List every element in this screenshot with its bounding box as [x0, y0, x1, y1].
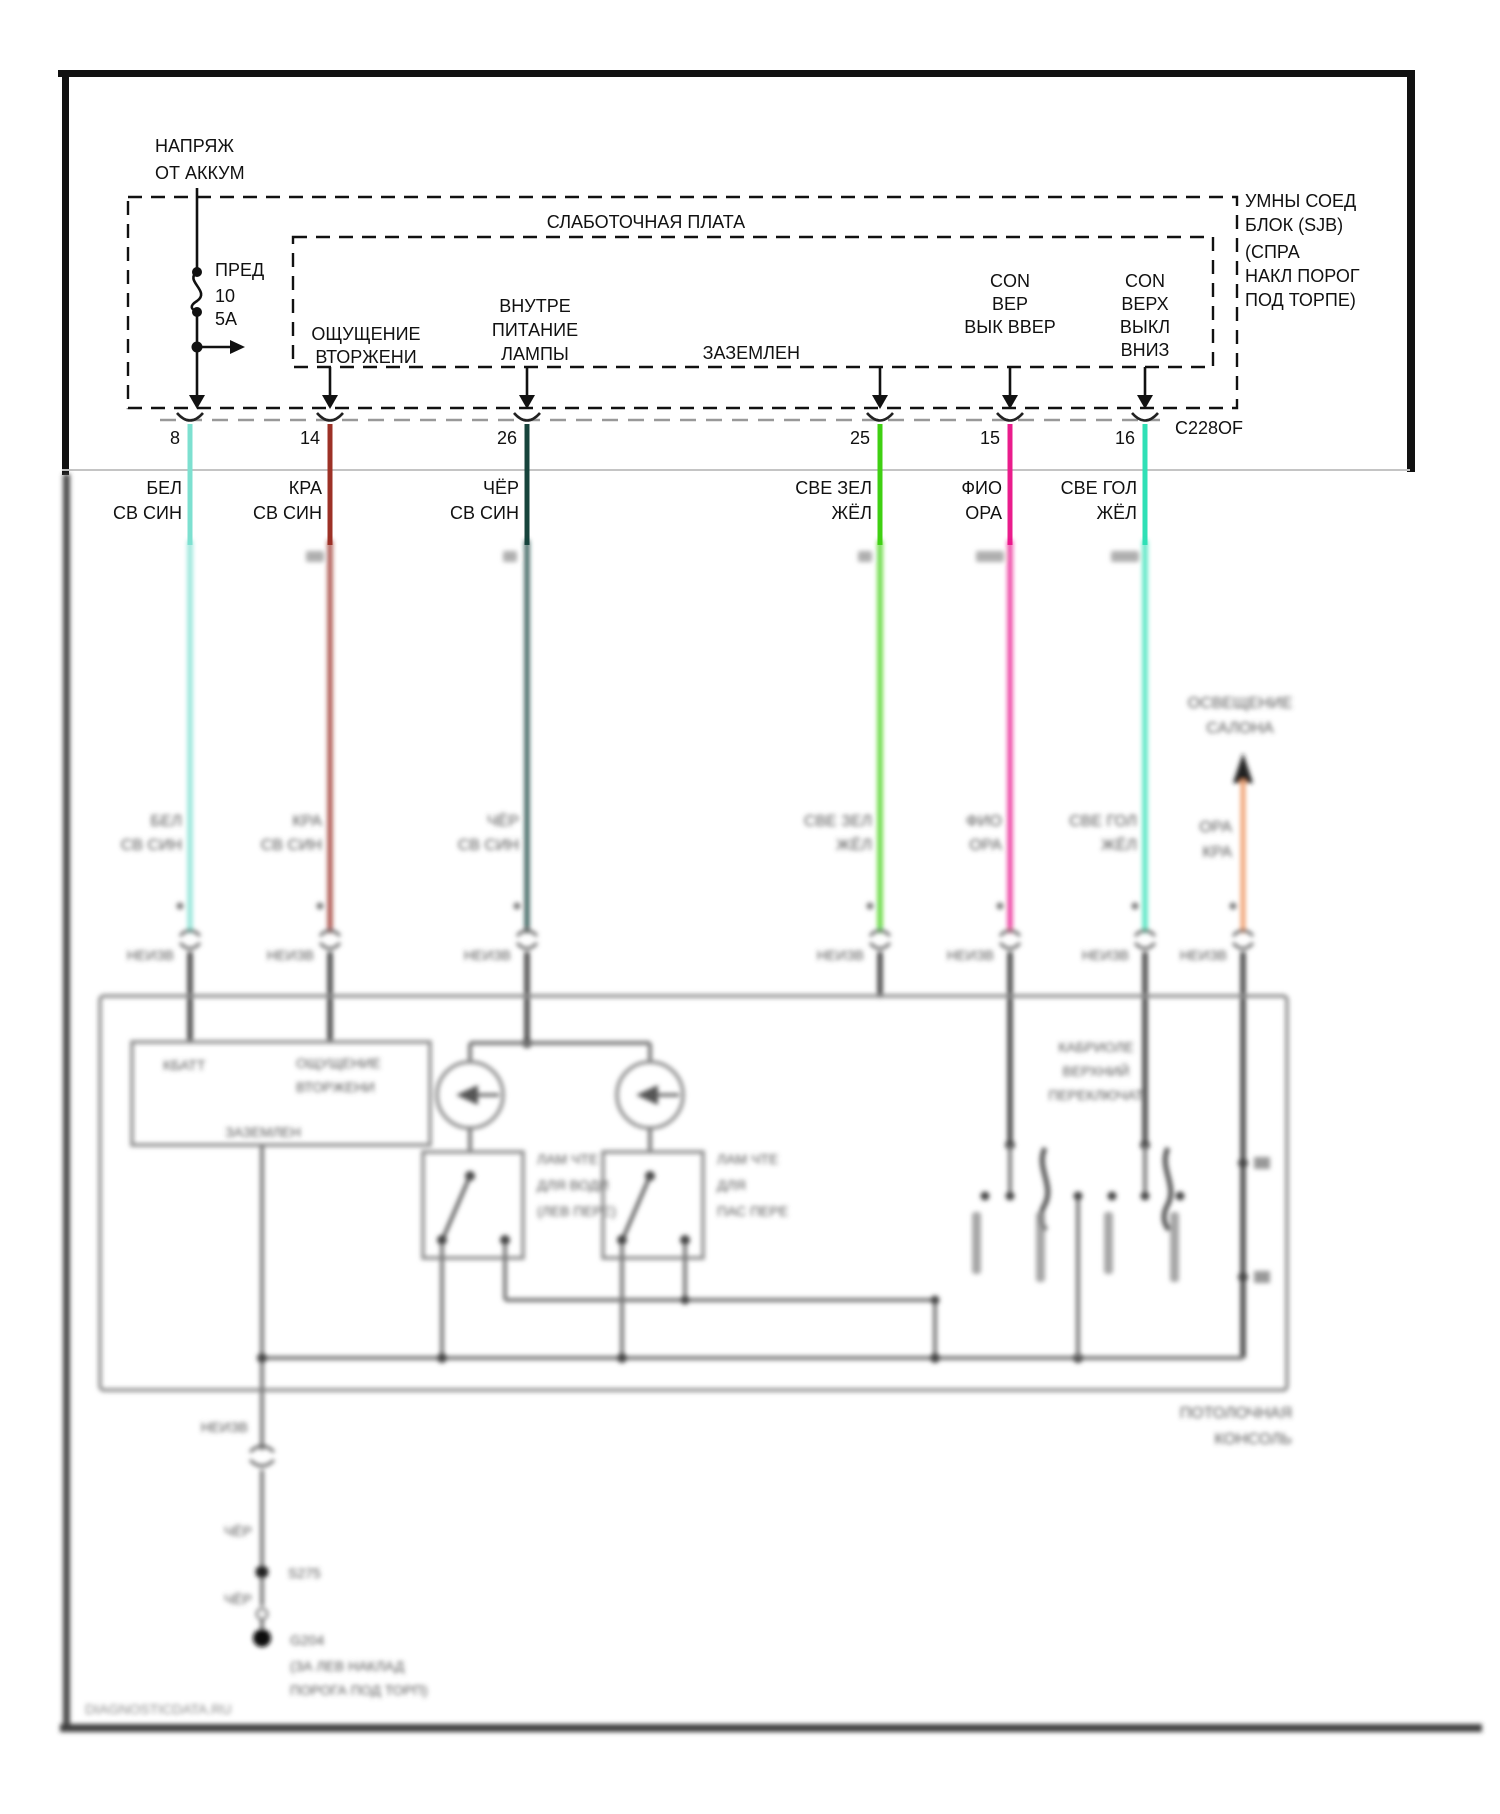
wire-color-label: ЖЁЛ: [1096, 503, 1137, 523]
wire-color-label: СВ СИН: [260, 837, 322, 854]
sjb-title: (СПРА: [1245, 242, 1300, 262]
junction-dot: [617, 1353, 627, 1363]
wire-color-label: СВ СИН: [457, 837, 519, 854]
module-ground-label: ЗАЗЕМЛЕН: [225, 1124, 301, 1140]
pin-number: 8: [169, 428, 180, 448]
wire-color-label: КРА: [292, 813, 322, 830]
output-intrusion-label: ОЩУЩЕНИЕ: [311, 324, 421, 344]
wire-color-label: ЧЁР: [486, 813, 519, 830]
dome-light-label: ОСВЕЩЕНИЕ: [1187, 695, 1293, 712]
wire-color-label: ЧЁР: [223, 1591, 252, 1607]
junction-dot: [931, 1296, 940, 1305]
pin-number: 15: [979, 428, 1000, 448]
dome-light-label: САЛОНА: [1206, 720, 1274, 737]
wire-color-label: СВ СИН: [113, 503, 182, 523]
output-top-up-label: CON: [990, 271, 1030, 291]
connector-label: НЕИЗВ: [946, 947, 994, 963]
frame-right: [1407, 70, 1415, 472]
frame-left: [62, 70, 69, 475]
splice-dot: [256, 1566, 269, 1579]
junction-dot: [681, 1296, 690, 1305]
frame-top: [58, 70, 1415, 77]
pin-tag-blob: [1254, 1271, 1270, 1283]
splice-label: S275: [288, 1565, 321, 1581]
pin-number: 14: [299, 428, 320, 448]
output-lamp-power-label: ЛАМПЫ: [501, 344, 569, 364]
wire-color-label: БЕЛ: [150, 813, 182, 830]
output-lamp-power-label: ВНУТРЕ: [499, 296, 571, 316]
wire-color-label: ЖЁЛ: [831, 503, 872, 523]
up-arrow-icon: [1233, 753, 1253, 783]
ground-location-label: (ЗА ЛЕВ НАКЛАД: [290, 1658, 405, 1674]
output-top-down-label: ВЫКЛ: [1119, 317, 1171, 337]
output-arrows: [330, 367, 1145, 396]
sjb-title: УМНЫ СОЕД: [1245, 191, 1357, 211]
wire-color-label: ФИО: [965, 813, 1002, 830]
switch-label: ПАС ПЕРЕ: [717, 1203, 789, 1219]
wire-color-label: КРА: [288, 478, 322, 498]
connector-id: C228OF: [1175, 418, 1244, 438]
connector-label: НЕИЗВ: [1081, 947, 1129, 963]
output-top-down-label: ВНИЗ: [1120, 340, 1170, 360]
switch-label: (ЛЕВ ПЕРЕ): [537, 1203, 617, 1219]
switch-icon: [603, 1152, 703, 1258]
pin-tag-blob: [1254, 1157, 1270, 1169]
pin-number: 26: [496, 428, 517, 448]
fuse-label: 5А: [215, 309, 238, 329]
junction-dot: [437, 1353, 447, 1363]
wire-color-label: СВЕ ЗЕЛ: [795, 478, 872, 498]
pin-number: 25: [849, 428, 870, 448]
wire-color-label: ФИО: [961, 478, 1002, 498]
switch-icon: [423, 1152, 523, 1258]
junction-dot: [257, 1353, 267, 1363]
junction-dot: [930, 1353, 940, 1363]
ground-id-label: G204: [290, 1632, 325, 1648]
connector-label: НЕИЗВ: [816, 947, 864, 963]
fuse-label: ПРЕД: [215, 260, 265, 280]
top-switch-label: ПЕРЕКЛЮЧАТ: [1048, 1087, 1144, 1103]
output-lamp-power-label: ПИТАНИЕ: [491, 320, 579, 340]
output-intrusion-label: ВТОРЖЕНИ: [315, 347, 417, 367]
output-ground-label: ЗАЗЕМЛЕН: [702, 343, 800, 363]
inline-connectors: [127, 903, 1253, 964]
wire-color-label: СВ СИН: [120, 837, 182, 854]
switch-blade-icon: [1164, 1148, 1171, 1230]
lamp-icon: [437, 1062, 503, 1128]
output-top-down-label: CON: [1125, 271, 1165, 291]
console-caption: ПОТОЛОЧНАЯ: [1179, 1405, 1292, 1422]
rail-wires: [262, 1245, 1243, 1358]
console-caption: КОНСОЛЬ: [1214, 1431, 1292, 1448]
frame-bottom: [60, 1724, 1482, 1732]
output-top-up-label: ВЫК ВВЕР: [964, 317, 1056, 337]
watermark-text: DIAGNOSTICDATA.RU: [85, 1701, 232, 1717]
wire-color-label: ЖЁЛ: [836, 837, 872, 854]
fuse-icon: [192, 267, 202, 317]
connector-label: НЕИЗВ: [463, 947, 511, 963]
switch-label: ДЛЯ: [717, 1177, 746, 1193]
switch-label: ДЛЯ ВОДИ: [537, 1177, 609, 1193]
connector-label: НЕИЗВ: [266, 947, 314, 963]
ground-icon: [253, 1629, 271, 1647]
module-intrusion-label: ВТОРЖЕНИ: [296, 1079, 375, 1095]
sjb-title: НАКЛ ПОРОГ: [1245, 266, 1360, 286]
wire-color-label: СВЕ ЗЕЛ: [803, 813, 872, 830]
top-switch-label: ВЕРХНИЙ: [1062, 1063, 1130, 1079]
switch-label: ЛАМ ЧТЕ: [537, 1151, 599, 1167]
wire-color-label: ЧЁР: [482, 478, 519, 498]
connector-label: НЕИЗВ: [1179, 947, 1227, 963]
pin-number: 16: [1114, 428, 1135, 448]
module-intrusion-label: ОЩУЩЕНИЕ: [296, 1055, 381, 1071]
battery-feed-label: ОТ АККУМ: [155, 163, 245, 183]
battery-feed-label: НАПРЯЖ: [155, 136, 234, 156]
wire-color-label: СВ СИН: [450, 503, 519, 523]
output-top-down-label: ВЕРХ: [1121, 294, 1169, 314]
wire-color-label: КРА: [1202, 844, 1232, 861]
ground-location-label: ПОРОГА ПОД ТОРП): [290, 1682, 428, 1698]
wire-color-label: СВЕ ГОЛ: [1060, 478, 1137, 498]
wire-color-label: ЖЁЛ: [1101, 837, 1137, 854]
sjb-title: ПОД ТОРПЕ): [1245, 290, 1356, 310]
wire-color-label: ЧЁР: [223, 1523, 252, 1539]
wire-color-label: ОРА: [969, 837, 1002, 854]
connector-label: НЕИЗВ: [126, 947, 174, 963]
module-vbatt-label: КБАТТ: [163, 1057, 206, 1073]
lamp-icon: [617, 1062, 683, 1128]
position-label-blobs: [972, 1212, 1179, 1282]
output-top-up-label: ВЕР: [991, 294, 1029, 314]
top-switch-contacts: [981, 1192, 1185, 1201]
circuit-number-blobs: [306, 551, 1139, 562]
switch-label: ЛАМ ЧТЕ: [717, 1151, 779, 1167]
sharp-section: [58, 70, 1415, 545]
branch-arrow-icon: [230, 340, 245, 354]
junction-dot: [1238, 1272, 1248, 1282]
wire-color-label: СВ СИН: [253, 503, 322, 523]
wire-color-label: БЕЛ: [146, 478, 182, 498]
wire-color-label: СВЕ ГОЛ: [1069, 813, 1137, 830]
sjb-title: БЛОК (SJB): [1245, 215, 1344, 235]
junction-dot: [1238, 1158, 1248, 1168]
connector-ring-icon: [257, 1609, 267, 1619]
wire-color-label: ОРА: [1199, 819, 1232, 836]
connector-label: НЕИЗВ: [200, 1419, 248, 1435]
top-switch-wires: [1010, 1145, 1145, 1358]
wire-color-label: ОРА: [965, 503, 1002, 523]
fuse-label: 10: [215, 286, 236, 306]
top-switch-label: КАБРИОЛЕ: [1058, 1039, 1134, 1055]
blurred-section: [60, 474, 1482, 1732]
sjb-board-label: СЛАБОТОЧНАЯ ПЛАТА: [546, 212, 746, 232]
frame-left-lower: [63, 474, 70, 1726]
